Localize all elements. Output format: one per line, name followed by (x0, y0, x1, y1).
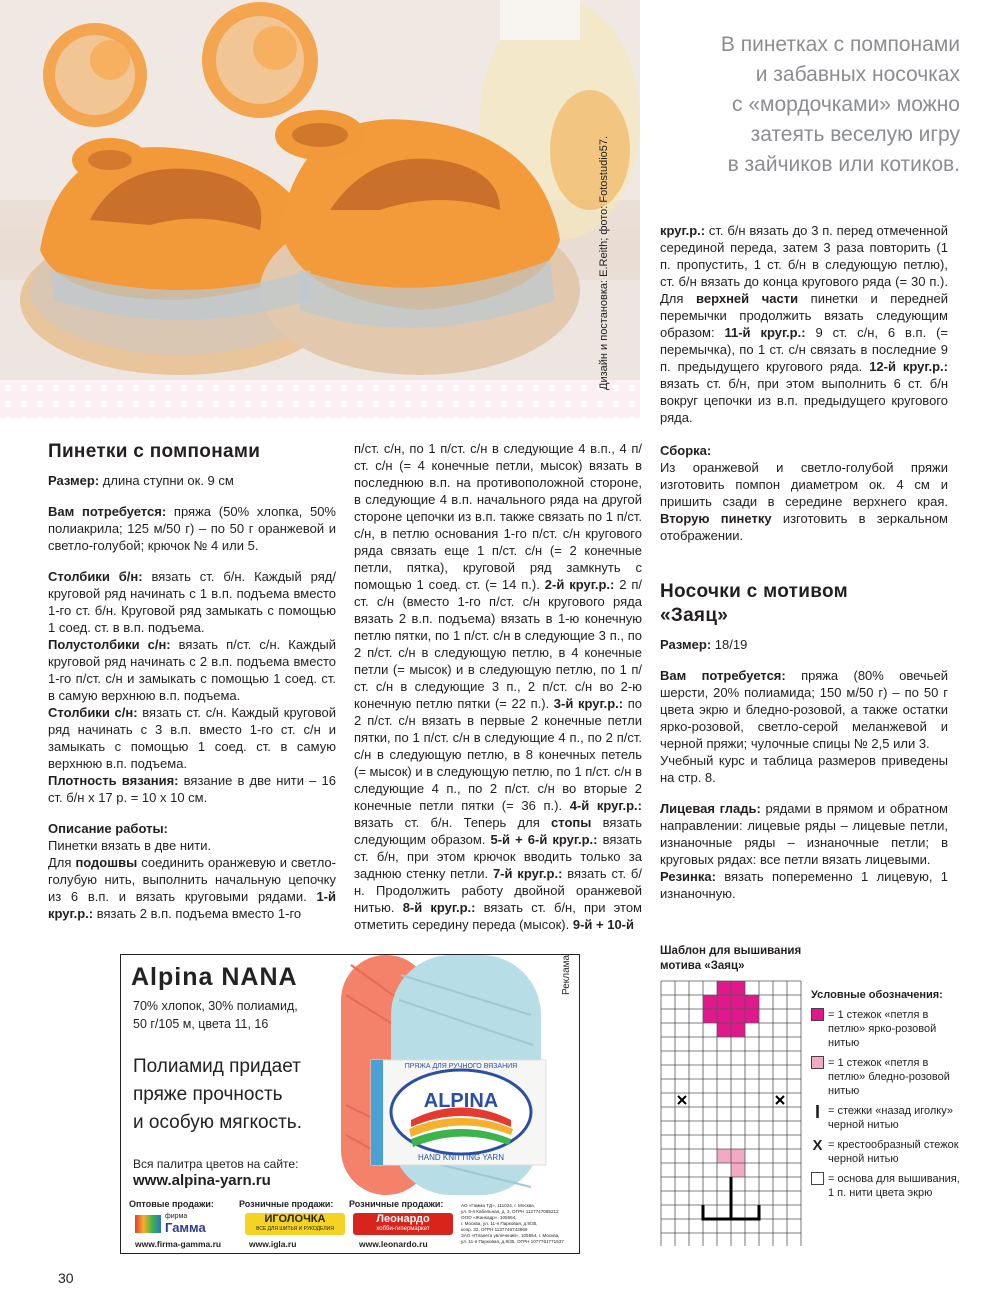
grid-cell-colored (703, 995, 717, 1009)
page-number: 30 (58, 1270, 74, 1286)
retail-label-2: Розничные продажи: (349, 1199, 444, 1209)
booties-column-2: п/ст. с/н, по 1 п/ст. с/н в следующие 4 в.п., 4 п/ст. с/н (= 4 конечные петли, мысок) вязать в последнюю в.п. на противоположной стороне, в следующие 4 в.п. начального ряда на другой стороне цепочки из в.п. также связать по 1 п/ст. с/н, в петлю основания 1-го п/ст. с/н кругового ряда связать еще 1 п/ст. с/н (= 2 конечные петли, пятка), круговой ряд замкнуть с помощью 1 соед. ст. (= 14 п.). 2-й круг.р.: 2 п/ст. с/н (вместо 1-го п/ст. с/н кругового ряда вязать 2 в.п. подъема) вязать в 1-ю конечную петлю пятки, по 1 п/ст. с/н в следующие 3 п., по 2 п/ст. с/н в следующую петлю, в 4 конечные петли (= мысок) и в следующую петлю, по 1 п/ст. с/н в следующие 3 п., 2 п/ст. с/н во 2-ю конечную петлю пятки (= 22 п.). 3-й круг.р.: по 2 п/ст. с/н вязать в первые 2 конечные петли пятки, по 1 п/ст. с/н в следующие 4 п., по 2 п/ст. с/н в следующую петлю, в 8 конечных петель (= мысок) и в следующую петлю, по 1 п/ст. с/н в следующие 4 п., по 2 п/ст. с/н во вторые 2 конечные петли пятки (= 36 п.). 4-й круг.р.: вязать ст. б/н. Теперь для стопы вязать следующим образом. 5-й + 6-й круг.р.: вязать ст. б/н, при этом крючок вводить только за заднюю стенку петли. 7-й круг.р.: вязать ст. б/н. Продолжить работу двойной оранжевой нитью. 8-й круг.р.: вязать ст. б/н, при этом отметить середину переда (мысок). 9-й + 10-й (354, 441, 643, 932)
grid-cell-colored (703, 1009, 717, 1023)
gamma-url[interactable]: www.firma-gamma.ru (135, 1239, 222, 1249)
bright-pink-swatch (811, 1008, 824, 1021)
igla-logo: ИГОЛОЧКА ВСЕ ДЛЯ ШИТЬЯ И РУКОДЕЛИЯ (245, 1213, 345, 1235)
pale-pink-swatch (811, 1056, 824, 1069)
grid-cell-colored (731, 1009, 745, 1023)
alpina-advertisement (120, 954, 580, 1254)
grid-cell-colored (745, 995, 759, 1009)
grid-cell-colored (717, 1149, 731, 1163)
ad-slogan: Полиамид придает пряже прочность и особую мягкость. (133, 1056, 302, 1133)
socks-title: Носочки с мотивом «Заяц» (660, 581, 848, 626)
yarn-skeins (321, 955, 561, 1195)
grid-cell-colored (731, 981, 745, 995)
grid-cell-colored (731, 995, 745, 1009)
booties-column-1: Пинетки с помпонами Размер: длина ступни ок. 9 см Вам потребуется: пряжа (50% хлопка, 50% полиакрила; 125 м/50 г) – по 50 г оранжевой и светло-голубой; крючок № 4 или 5. Столбики б/н: вязать ст. б/н. Каждый ряд/круговой ряд начинать с 1 в.п. подъема вместо 1-го ст. б/н. Круговой ряд замыкать с помощью 1 соед. ст. в в.п. подъема. Полустолбики с/н: вязать п/ст. с/н. Каждый круговой ряд начинать с 2 в.п. подъема вместо 1-го п/ст. с/н и замыкать с помощью 1 соед. ст. в самую верхнюю в.п. подъема. Столбики с/н: вязать ст. с/н. Каждый круговой ряд начинать с 3 в.п. вместо 1-го ст. с/н и замыкать с помощью 1 соед. ст. в самую верхнюю в.п. подъема. Плотность вязания: вязание в две нити – 16 ст. б/н x 17 р. = 10 x 10 см. Описание работы: Пинетки вязать в две нити. Для подошвы соединить оранжевую и светло-голубую нить, выполнить начальную цепочку из 6 в.п. и вязать круговыми рядами. 1-й круг.р.: вязать 2 в.п. подъема вместо 1-го (48, 441, 336, 921)
booties-photo (0, 0, 640, 418)
gamma-logo: фирма Гамма (135, 1213, 235, 1235)
embroidery-grid (660, 980, 802, 1246)
backstitch-mark (703, 1177, 759, 1219)
legend-item-cross: X = крестообразный стежок черной нитью (812, 1137, 959, 1165)
label-bottom: HAND KNITTING YARN (418, 1153, 504, 1162)
grid-cell-colored (717, 1009, 731, 1023)
booties-column-3: круг.р.: ст. б/н вязать до 3 п. перед отмеченной серединой переда, затем 3 раза повторить (1 п. пропустить, 1 ст. б/н в следующую петлю), ст. б/н вязать до конца кругового ряда (= 30 п.). Для верхней части пинетки и передней перемычки продолжить вязать следующим образом: 11-й круг.р.: 9 ст. с/н, 6 в.п. (= перемычка), по 1 ст. с/н связать в последние 9 п. предыдущего кругового ряда. 12-й круг.р.: вязать ст. б/н, при этом выполнить 6 ст. б/н вокруг цепочки из в.п. предыдущего кругового ряда. Сборка: Из оранжевой и светло-голубой пряжи изготовить помпон диаметром ок. 4 см и пришить сзади в середине верхнего края. Вторую пинетку изготовить в зеркальном отображении. Носочки с мотивом «Заяц» Размер: 18/19 Вам потребуется: пряжа (80% овечьей шерсти, 20% полиамида; 150 м/50 г) – по 50 г цвета экрю и бледно-розовой, а также остатки ярко-розовой, светло-серой меланжевой и черной пряжи; чулочные спицы № 2,5 или 3. Учебный курс и таблица размеров приведены на стр. 8. Лицевая гладь: рядами в прямом и обратном направлении: лицевые ряды – лицевые петли, изнаночные ряды – изнаночные петли; в круговых рядах: все петли вязать лицевыми. Резинка: вязать попеременно 1 лицевую, 1 изнаночную. (660, 223, 949, 901)
ad-brand: Alpina NANA (131, 963, 298, 991)
legend-item-pale-pink: = 1 стежок «петля в петлю» бледно-розовой нитью (811, 1056, 961, 1098)
igla-url[interactable]: www.igla.ru (249, 1239, 297, 1249)
legend-item-base: = основа для вышивания, 1 п. нити цвета экрю (811, 1172, 961, 1200)
intro-line: и забавных носочках (755, 63, 960, 86)
grid-cell-colored (731, 1023, 745, 1037)
ad-url[interactable]: www.alpina-yarn.ru (133, 1172, 271, 1189)
chart-legend: Условные обозначения: = 1 стежок «петля в петлю» ярко-розовой нитью = 1 стежок «петля в петлю» бледно-розовой нитью I = стежки «назад иголку» черной нитью X = крестообразный стежок черной нитью = основа для вышивания, 1 п. нити цвета экрю (811, 989, 960, 1199)
cross-symbol: X (812, 1137, 823, 1154)
grid-cell-colored (745, 1009, 759, 1023)
intro-line: с «мордочками» можно (732, 93, 960, 116)
ad-palette-text: Вся палитра цветов на сайте: (133, 1157, 299, 1171)
legend-item-bright-pink: = 1 стежок «петля в петлю» ярко-розовой нитью (811, 1008, 961, 1050)
intro-line: В пинетках с помпонами (720, 33, 960, 56)
legal-info: АО «Гамма ТД», 111024, г. Москва, ул. 5-я Кабельная, д. 3, ОГРН 1127747085212 ООО «Жанкадр», 105554, г. Москва, ул. 11-я Парковая, д.9/35, копр. 32, ОГРН 1137746742869 ЗАО «Планета увлечений», 105554, г. Москва, ул. 11-я Парковая, д.9/35, ОГРН 1077761771537 (461, 1203, 564, 1244)
booties-title: Пинетки с помпонами (48, 441, 261, 462)
chart-title: Шаблон для вышивания мотива «Заяц» (660, 945, 802, 972)
wholesale-label: Оптовые продажи: (129, 1199, 214, 1209)
grid-cell-colored (717, 1023, 731, 1037)
backstitch-symbol: I (814, 1102, 820, 1122)
intro-text (640, 30, 960, 180)
base-swatch (811, 1172, 824, 1185)
leonardo-url[interactable]: www.leonardo.ru (359, 1239, 428, 1249)
cross-stitch-mark (776, 1096, 784, 1104)
grid-cell-colored (731, 1163, 745, 1177)
cross-stitch-mark (678, 1096, 686, 1104)
grid-cell-colored (717, 981, 731, 995)
retail-label-1: Розничные продажи: (239, 1199, 334, 1209)
dotted-strip (0, 380, 640, 418)
intro-line: затеять веселую игру (750, 123, 960, 146)
intro-line: в зайчиков или котиков. (727, 153, 960, 176)
grid-cell-colored (717, 995, 731, 1009)
grid-cell-colored (731, 1149, 745, 1163)
ad-label: Реклама (561, 954, 572, 995)
leonardo-logo: Леонардо хобби-гипермаркет (353, 1213, 453, 1235)
ad-composition: 70% хлопок, 30% полиамид, 50 г/105 м, цвета 11, 16 (133, 999, 298, 1031)
legend-item-backstitch: I = стежки «назад иголку» черной нитью (811, 1104, 961, 1132)
label-brand: ALPINA (423, 1090, 499, 1112)
photo-credit: Дизайн и постановка: E.Reith; фото: Fotostudio57. (598, 135, 610, 390)
booties-illustration (0, 0, 640, 418)
label-top: ПРЯЖА ДЛЯ РУЧНОГО ВЯЗАНИЯ (404, 1063, 518, 1070)
